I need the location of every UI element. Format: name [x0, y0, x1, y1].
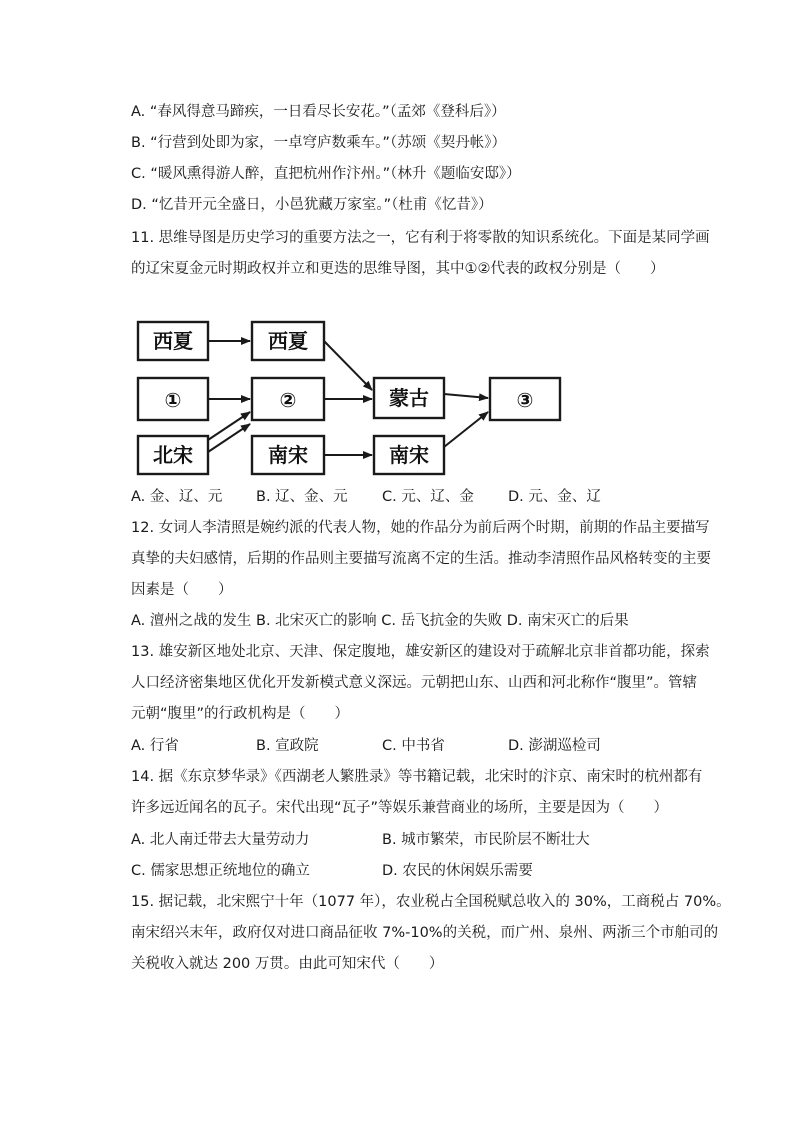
svg-text:①: ① — [164, 388, 182, 412]
box-col2-circled-2 — [252, 378, 324, 420]
box-col3-nansong — [374, 436, 444, 474]
q11-option-d: D. 元、金、辽 — [508, 489, 601, 505]
svg-text:南宋: 南宋 — [389, 443, 429, 467]
q11-option-b: B. 辽、金、元 — [256, 489, 348, 505]
svg-text:南宋: 南宋 — [268, 443, 308, 467]
q14-option-d: D. 农民的休闲娱乐需要 — [382, 863, 533, 879]
q14-stem-line-1: 14. 据《东京梦华录》《西湖老人繁胜录》等书籍记载，北宋时的汴京、南宋时的杭州都有 — [131, 769, 703, 785]
svg-text:西夏: 西夏 — [268, 329, 308, 353]
q10-option-b: B. “行营到处即为家，一卓穹庐数乘车。”（苏颂《契丹帐》） — [131, 135, 506, 151]
q10-option-c: C. “暖风熏得游人醉，直把杭州作汴州。”（林升《题临安邸》） — [131, 166, 521, 182]
arrow-nansong-to-circled3 — [444, 412, 488, 447]
mind-map-diagram — [128, 312, 534, 482]
q13-stem-line-1: 13. 雄安新区地处北京、天津、保定腹地，雄安新区的建设对于疏解北京非首都功能，探索 — [131, 644, 710, 660]
q13-option-d: D. 澎湖巡检司 — [508, 738, 601, 754]
box-col2-xixia — [252, 322, 324, 360]
svg-text:③: ③ — [516, 388, 534, 412]
svg-text:②: ② — [279, 388, 297, 412]
box-col3-menggu — [374, 378, 444, 418]
svg-text:西夏: 西夏 — [153, 329, 193, 353]
box-col1-circled-1 — [138, 378, 208, 420]
svg-text:蒙古: 蒙古 — [389, 386, 429, 410]
q15-stem-line-3: 关税收入就达 200 万贯。由此可知宋代（ ） — [131, 956, 444, 972]
box-col2-nansong — [252, 436, 324, 474]
q10-option-d: D. “忆昔开元全盛日，小邑犹藏万家室。”（杜甫《忆昔》） — [131, 197, 493, 213]
q11-option-a: A. 金、辽、元 — [131, 489, 223, 505]
q13-stem-line-3: 元朝“腹里”的行政机构是（ ） — [131, 706, 350, 722]
q14-option-a: A. 北人南迁带去大量劳动力 — [131, 832, 310, 848]
q12-stem-line-1: 12. 女词人李清照是婉约派的代表人物，她的作品分为前后两个时期，前期的作品主要描写 — [131, 520, 710, 536]
q13-option-c: C. 中书省 — [382, 738, 445, 754]
q15-stem-line-2: 南宋绍兴末年，政府仅对进口商品征收 7%-10%的关税，而广州、泉州、两浙三个市舶司的 — [131, 925, 719, 941]
arrow-beisong-to-nansong — [208, 424, 250, 452]
svg-text:北宋: 北宋 — [153, 443, 193, 467]
q11-stem-line-1: 11. 思维导图是历史学习的重要方法之一，它有利于将零散的知识系统化。下面是某同学画 — [131, 230, 710, 246]
arrow-beisong-to-circled2 — [208, 412, 250, 440]
q12-options: A. 澶州之战的发生 B. 北宋灭亡的影响 C. 岳飞抗金的失败 D. 南宋灭亡的后果 — [131, 613, 629, 629]
box-col4-circled-3 — [490, 378, 560, 420]
q12-stem-line-2: 真挚的夫妇感情，后期的作品则主要描写流离不定的生活。推动李清照作品风格转变的主要 — [131, 551, 711, 567]
q11-option-c: C. 元、辽、金 — [382, 489, 474, 505]
q14-option-c: C. 儒家思想正统地位的确立 — [131, 863, 310, 879]
box-col1-beisong — [138, 436, 208, 474]
arrow-menggu-to-circled3 — [444, 394, 488, 398]
q10-option-a: A. “春风得意马蹄疾，一日看尽长安花。”（孟郊《登科后》） — [131, 104, 506, 120]
q15-stem-line-1: 15. 据记载，北宋熙宁十年（1077 年），农业税占全国税赋总收入的 30%，工商税占 70%。 — [131, 894, 731, 910]
arrow-xixia-to-menggu — [324, 341, 372, 390]
box-col1-xixia — [138, 322, 208, 360]
q12-stem-line-3: 因素是（ ） — [131, 582, 233, 598]
q13-option-b: B. 宣政院 — [256, 738, 319, 754]
q14-stem-line-2: 许多远近闻名的瓦子。宋代出现“瓦子”等娱乐兼营商业的场所，主要是因为（ ） — [131, 800, 669, 816]
q14-option-b: B. 城市繁荣，市民阶层不断壮大 — [382, 832, 590, 848]
q13-stem-line-2: 人口经济密集地区优化开发新模式意义深远。元朝把山东、山西和河北称作“腹里”。管辖 — [131, 675, 698, 691]
q11-stem-line-2: 的辽宋夏金元时期政权并立和更迭的思维导图，其中①②代表的政权分别是（ ） — [131, 261, 665, 277]
q13-option-a: A. 行省 — [131, 738, 179, 754]
